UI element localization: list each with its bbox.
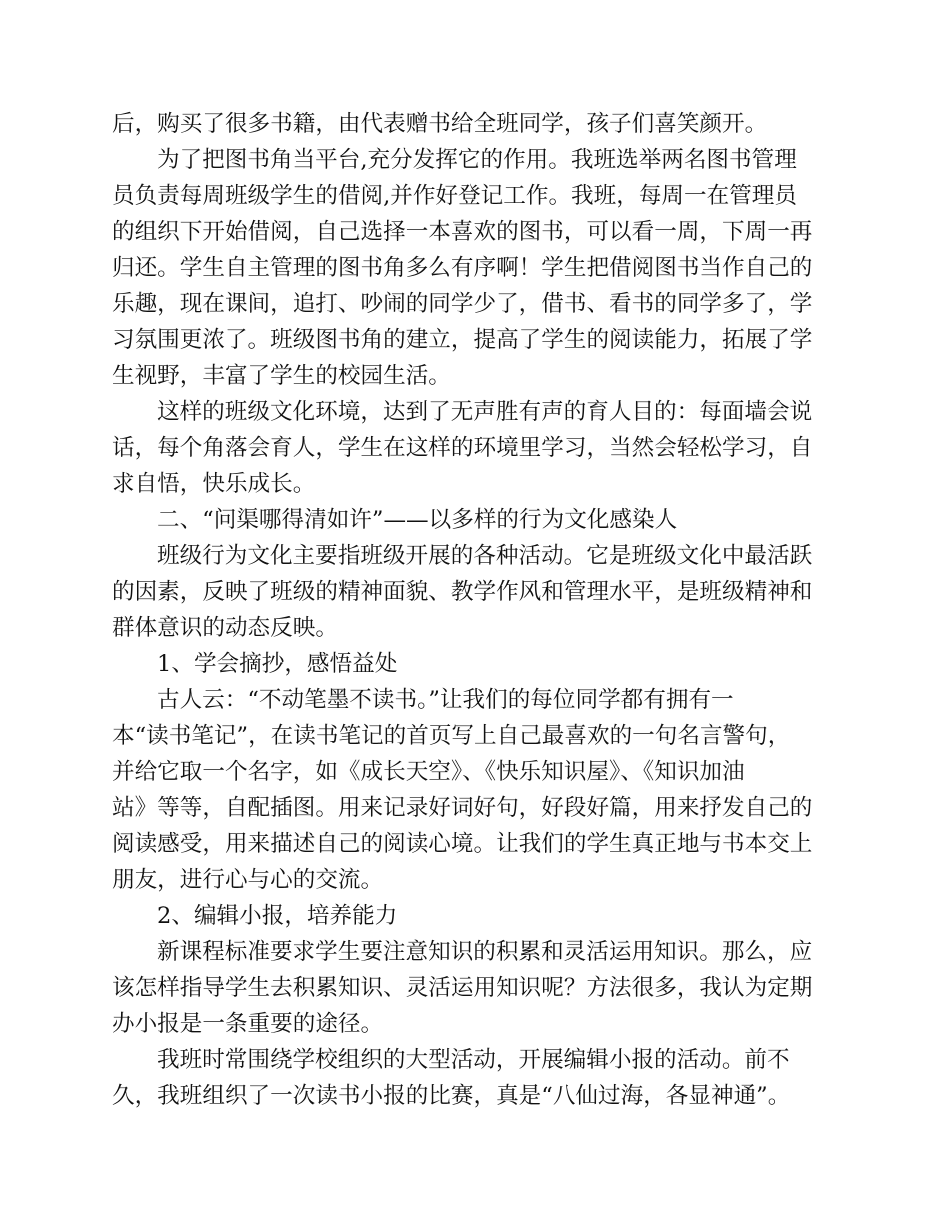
text-line: 为了把图书角当平台,充分发挥它的作用。我班选举两名图书管理 — [157, 147, 797, 173]
text-line: 班级行为文化主要指班级开展的各种活动。它是班级文化中最活跃 — [157, 543, 813, 569]
text-line: 朋友，进行心与心的交流。 — [112, 867, 384, 893]
text-line: 员负责每周班级学生的借阅,并作好登记工作。我班，每周一在管理员 — [112, 183, 797, 209]
subsection-heading: 1、学会摘抄，感悟益处 — [157, 651, 398, 677]
text-line: 该怎样指导学生去积累知识、灵活运用知识呢？方法很多，我认为定期 — [112, 975, 813, 1001]
text-line: 后，购买了很多书籍，由代表赠书给全班同学，孩子们喜笑颜开。 — [112, 111, 768, 137]
subsection-heading: 2、编辑小报，培养能力 — [157, 903, 398, 929]
body-text — [112, 106, 842, 1114]
text-line: 站》等等，自配插图。用来记录好词好句，好段好篇，用来抒发自己的 — [112, 795, 813, 821]
text-line: 话，每个角落会育人，学生在这样的环境里学习，当然会轻松学习，自 — [112, 435, 813, 461]
text-line: 古人云：“不动笔墨不读书。”让我们的每位同学都有拥有一 — [157, 687, 734, 713]
text-line: 的因素，反映了班级的精神面貌、教学作风和管理水平，是班级精神和 — [112, 579, 813, 605]
text-line: 求自悟，快乐成长。 — [112, 471, 316, 497]
text-line: 归还。学生自主管理的图书角多么有序啊！学生把借阅图书当作自己的 — [112, 255, 813, 281]
text-line: 阅读感受，用来描述自己的阅读心境。让我们的学生真正地与书本交上 — [112, 831, 813, 857]
text-line: 乐趣，现在课间，追打、吵闹的同学少了，借书、看书的同学多了，学 — [112, 291, 813, 317]
text-line: 新课程标准要求学生要注意知识的积累和灵活运用知识。那么，应 — [157, 939, 813, 965]
text-line: 习氛围更浓了。班级图书角的建立，提高了学生的阅读能力，拓展了学 — [112, 327, 813, 353]
text-line: 群体意识的动态反映。 — [112, 615, 338, 641]
text-line: 的组织下开始借阅，自己选择一本喜欢的图书，可以看一周，下周一再 — [112, 219, 813, 245]
text-line: 久，我班组织了一次读书小报的比赛，真是“八仙过海，各显神通”。 — [112, 1083, 791, 1109]
text-line: 这样的班级文化环境，达到了无声胜有声的育人目的：每面墙会说 — [157, 399, 813, 425]
text-line: 生视野，丰富了学生的校园生活。 — [112, 363, 451, 389]
text-line: 我班时常围绕学校组织的大型活动，开展编辑小报的活动。前不 — [157, 1047, 790, 1073]
text-line: 本“读书笔记”，在读书笔记的首页写上自己最喜欢的一句名言警句， — [112, 723, 791, 749]
text-line: 并给它取一个名字，如《成长天空》、《快乐知识屋》、《知识加油 — [112, 759, 745, 785]
text-line: 办小报是一条重要的途径。 — [112, 1011, 384, 1037]
section-heading: 二、“问渠哪得清如许”——以多样的行为文化感染人 — [157, 507, 678, 533]
